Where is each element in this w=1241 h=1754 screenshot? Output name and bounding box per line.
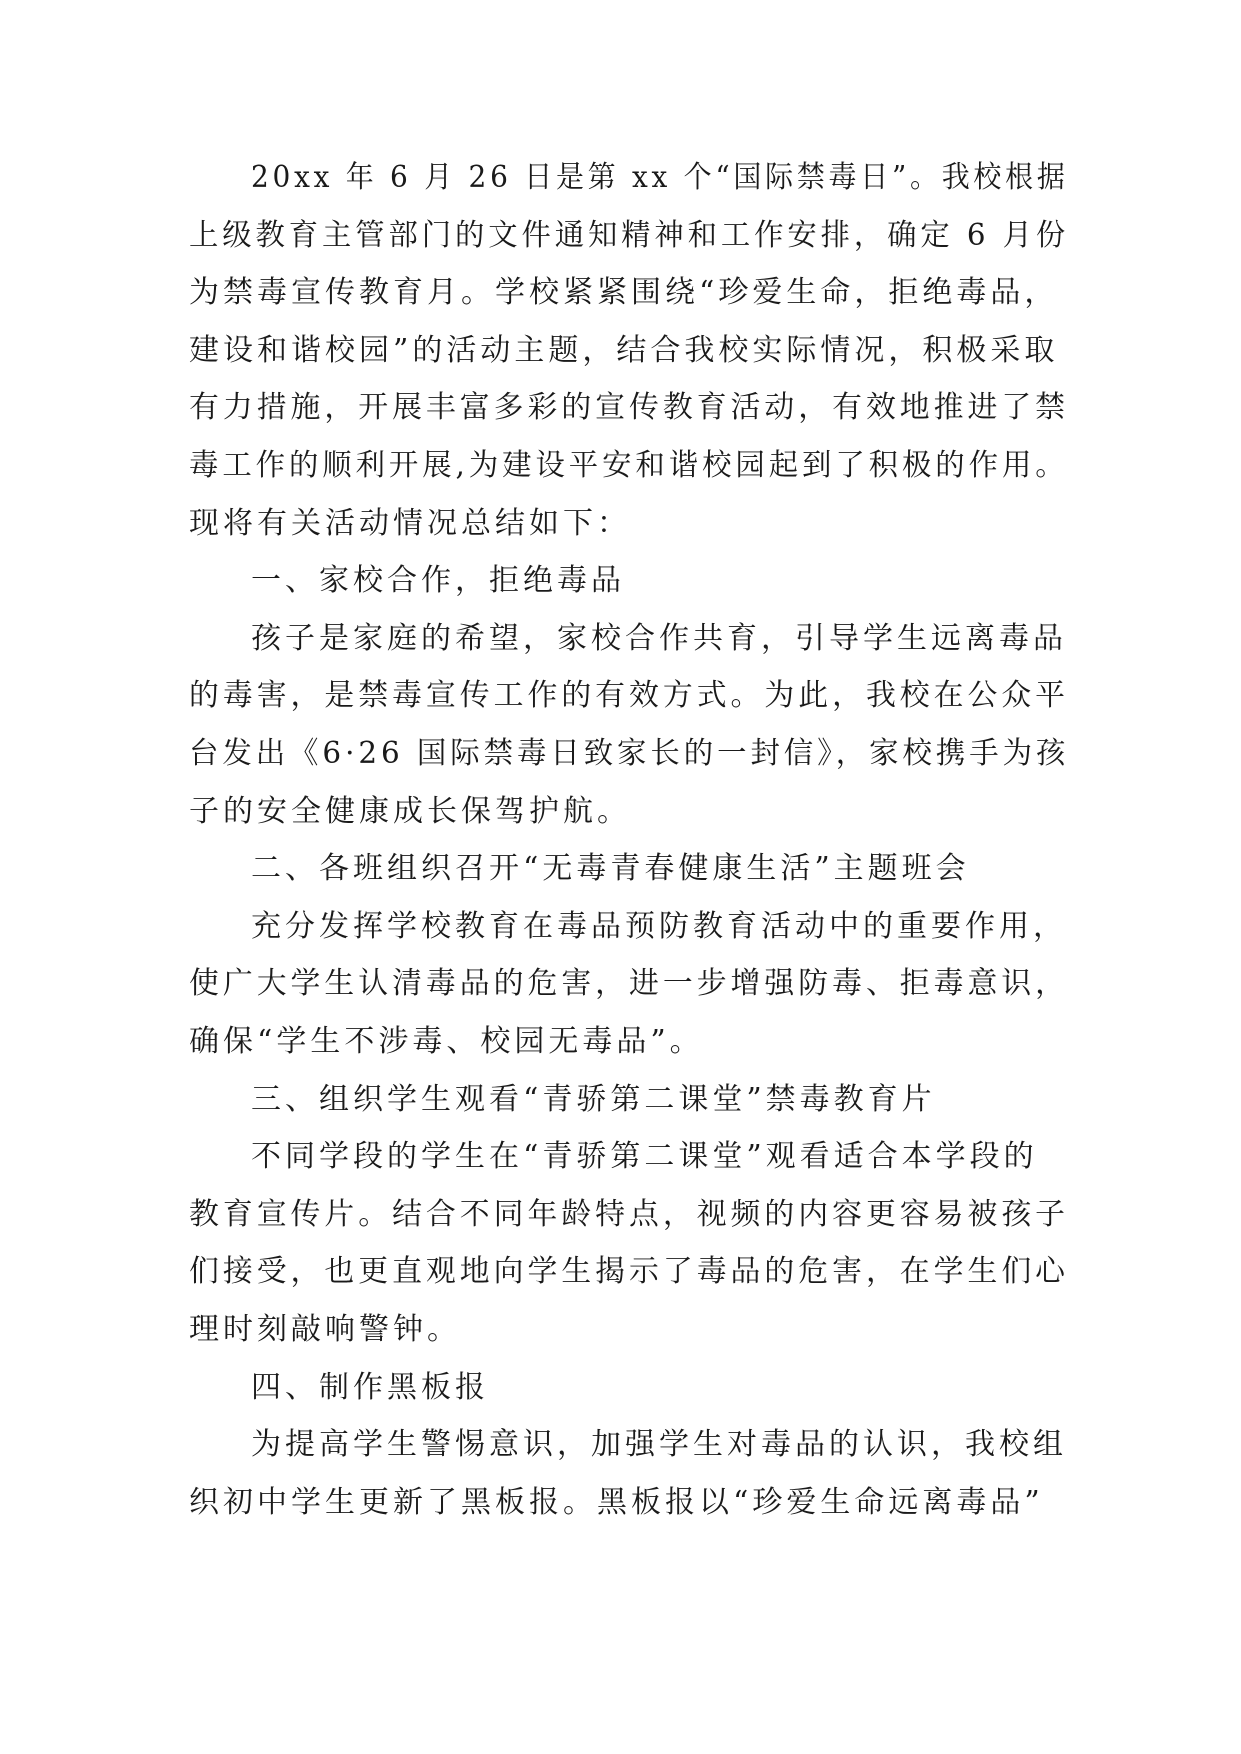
text-line: 子的安全健康成长保驾护航。 <box>189 794 631 829</box>
text-line: 现将有关活动情况总结如下： <box>189 506 631 541</box>
text-line: 理时刻敲响警钟。 <box>189 1312 461 1347</box>
section-heading: 三、组织学生观看“青骄第二课堂”禁毒教育片 <box>251 1082 936 1117</box>
text-line: 建设和谐校园”的活动主题，结合我校实际情况，积极采取 <box>189 333 1059 368</box>
text-line: 为禁毒宣传教育月。学校紧紧围绕“珍爱生命，拒绝毒品， <box>189 275 1059 310</box>
section-heading: 一、家校合作，拒绝毒品 <box>251 563 625 598</box>
section-heading: 二、各班组织召开“无毒青春健康生活”主题班会 <box>251 851 970 886</box>
section-heading: 四、制作黑板报 <box>251 1370 489 1405</box>
text-line: 教育宣传片。结合不同年龄特点，视频的内容更容易被孩子 <box>189 1197 1070 1232</box>
text-line: 孩子是家庭的希望，家校合作共育，引导学生远离毒品 <box>251 621 1067 656</box>
text-line: 使广大学生认清毒品的危害，进一步增强防毒、拒毒意识， <box>189 966 1070 1001</box>
text-line: 们接受，也更直观地向学生揭示了毒品的危害，在学生们心 <box>189 1254 1070 1289</box>
text-line: 台发出《6·26 国际禁毒日致家长的一封信》，家校携手为孩 <box>189 736 1070 771</box>
text-line: 有力措施，开展丰富多彩的宣传教育活动，有效地推进了禁 <box>189 390 1070 425</box>
text-line: 的毒害，是禁毒宣传工作的有效方式。为此，我校在公众平 <box>189 678 1070 713</box>
text-line: 充分发挥学校教育在毒品预防教育活动中的重要作用， <box>251 909 1067 944</box>
text-line: 为提高学生警惕意识，加强学生对毒品的认识，我校组 <box>251 1427 1067 1462</box>
text-line: 上级教育主管部门的文件通知精神和工作安排，确定 6 月份 <box>189 218 1070 253</box>
text-line: 毒工作的顺利开展,为建设平安和谐校园起到了积极的作用。 <box>189 448 1069 483</box>
text-line: 织初中学生更新了黑板报。黑板报以“珍爱生命远离毒品” <box>189 1485 1044 1520</box>
text-line: 20xx 年 6 月 26 日是第 xx 个“国际禁毒日”。我校根据 <box>251 160 1069 195</box>
text-line: 不同学段的学生在“青骄第二课堂”观看适合本学段的 <box>251 1139 1038 1174</box>
text-line: 确保“学生不涉毒、校园无毒品”。 <box>189 1024 704 1059</box>
